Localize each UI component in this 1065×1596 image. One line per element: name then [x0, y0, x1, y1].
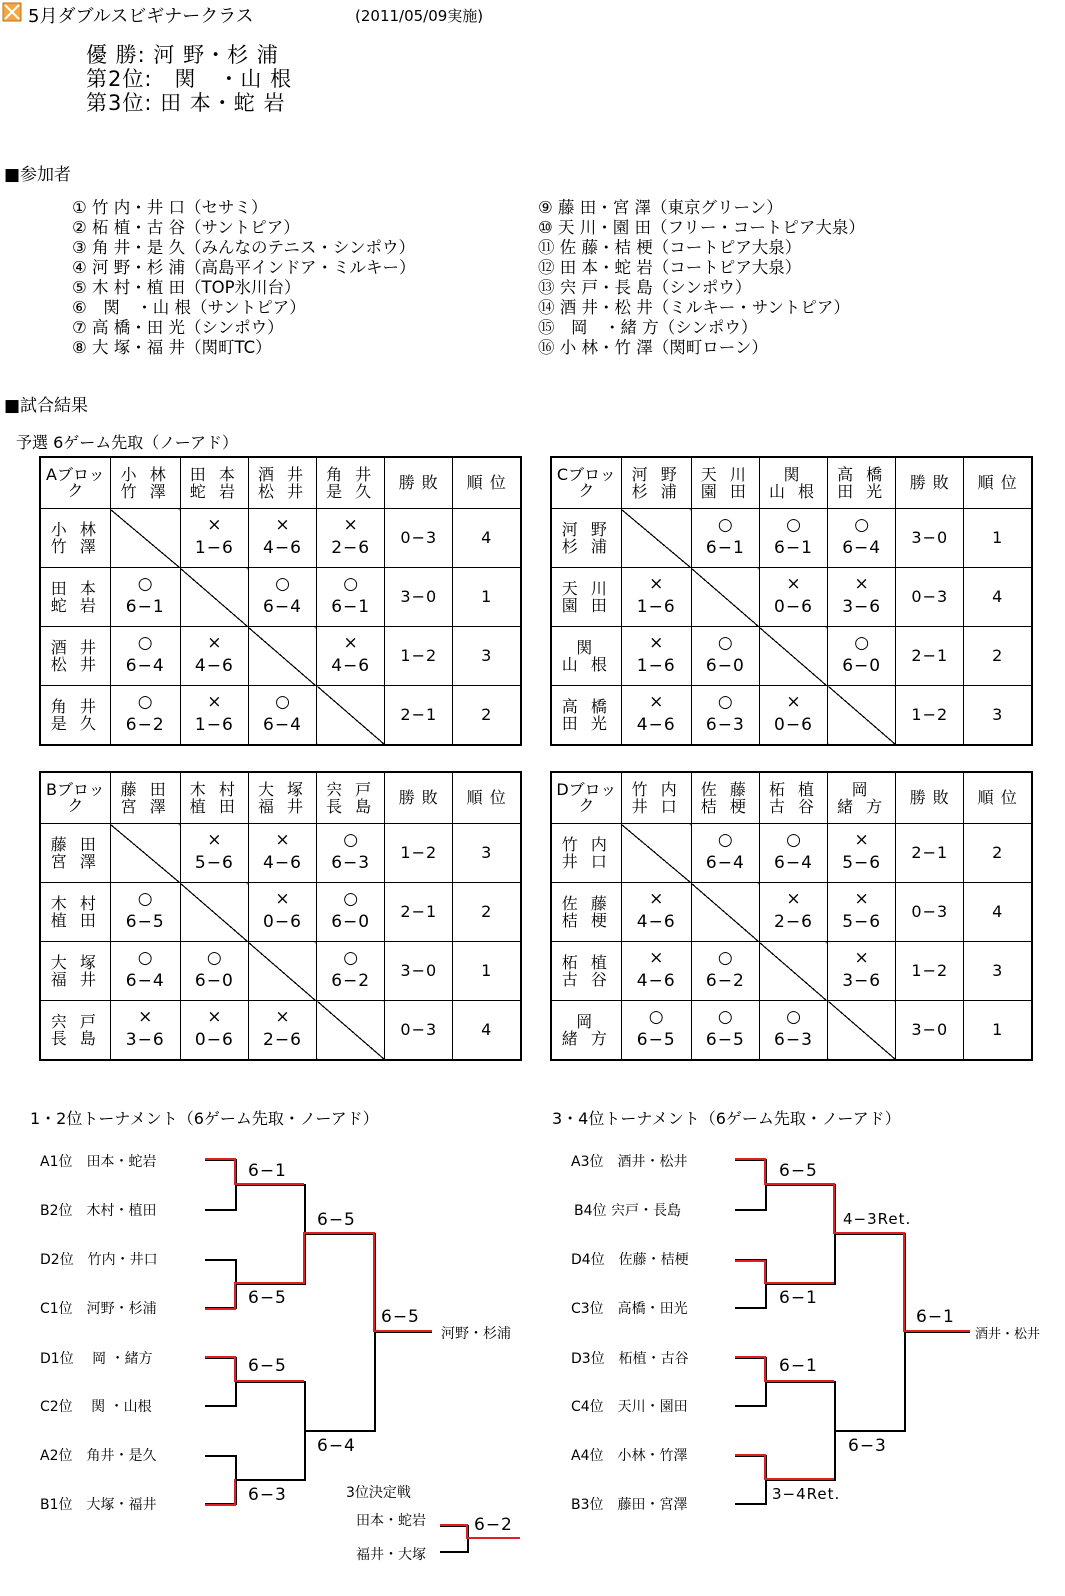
row-team: 角 井 是 久 [40, 686, 110, 746]
page-title: 5月ダブルスビギナークラス [28, 6, 254, 27]
t12-score: 6−5 [381, 1307, 420, 1327]
rank: 4 [453, 1001, 521, 1061]
match-result: ○ 6−2 [317, 942, 385, 1001]
row-team: 柘 植 古 谷 [551, 942, 621, 1001]
header-rank: 順 位 [964, 457, 1032, 509]
block-a-table [39, 456, 522, 746]
row-team: 藤 田 宮 澤 [40, 824, 110, 883]
t34-entry: A3位 酒井・松井 [571, 1154, 688, 1170]
row-team: 竹 内 井 口 [551, 824, 621, 883]
team-header: 天 川 園 田 [691, 457, 759, 509]
match-result: × 4−6 [621, 942, 691, 1001]
match-result: ○ 6−1 [691, 509, 759, 568]
match-result: ○ 6−1 [317, 568, 385, 627]
rank: 3 [453, 824, 521, 883]
participants-right: ⑨ 藤 田・宮 澤（東京グリーン） ⑩ 天 川・園 田（フリー・コートピア大泉） ⑪ 佐 藤・桔 梗（コートピア大泉） ⑫ 田 本・蛇 岩（コートピア大泉） ⑬ 宍 戸・長 島（シンポウ） ⑭ 酒 井・松 井（ミルキー・サントピア） ⑮ 岡 ・緒 方（シンポウ） ⑯ 小 林・竹 澤（関町ローン） [538, 198, 865, 357]
t12-score: 6−5 [248, 1288, 287, 1308]
match-result: × 4−6 [180, 627, 248, 686]
diagonal-cell [759, 942, 827, 1001]
t34-title: 3・4位トーナメント（6ゲーム先取・ノーアド） [552, 1109, 901, 1128]
win-loss: 2−1 [385, 686, 453, 746]
match-result: × 3−6 [828, 568, 896, 627]
row-team: 田 本 蛇 岩 [40, 568, 110, 627]
diagonal-cell [180, 568, 248, 627]
win-loss: 0−3 [385, 1001, 453, 1061]
third-place-title: 3位決定戦 [346, 1485, 411, 1501]
match-result: ○ 6−4 [110, 627, 180, 686]
match-result: ○ 6−4 [110, 942, 180, 1001]
table-row [551, 509, 1032, 568]
team-header: 木 村 植 田 [180, 772, 248, 824]
t12-entry: A2位 角井・是久 [40, 1448, 157, 1464]
diagonal-cell [110, 509, 180, 568]
diagonal-cell [621, 509, 691, 568]
participants-heading: ■参加者 [4, 165, 72, 185]
match-result: ○ 6−3 [759, 1001, 827, 1061]
winner-3: 第3位: 田 本・蛇 岩 [86, 91, 286, 115]
t34-score: 3−4Ret. [772, 1485, 841, 1503]
t12-entry: C1位 河野・杉浦 [40, 1301, 157, 1317]
win-loss: 0−3 [385, 509, 453, 568]
t12-entry: A1位 田本・蛇岩 [40, 1154, 157, 1170]
match-result: × 4−6 [317, 627, 385, 686]
t34-entry: D4位 佐藤・桔梗 [571, 1252, 689, 1268]
match-result: × 5−6 [828, 824, 896, 883]
match-result: ○ 6−4 [691, 824, 759, 883]
match-result: ○ 6−2 [110, 686, 180, 746]
t12-entry: B2位 木村・植田 [40, 1203, 157, 1219]
rank: 2 [453, 686, 521, 746]
winner-1: 優 勝: 河 野・杉 浦 [86, 43, 279, 67]
header-wl: 勝 敗 [896, 457, 964, 509]
block-name: Dブロック [551, 772, 621, 824]
win-loss: 2−1 [896, 627, 964, 686]
header-rank: 順 位 [964, 772, 1032, 824]
t34-winner: 酒井・松井 [975, 1327, 1041, 1342]
match-result: × 2−6 [248, 1001, 316, 1061]
win-loss: 1−2 [896, 686, 964, 746]
row-team: 小 林 竹 澤 [40, 509, 110, 568]
win-loss: 1−2 [385, 824, 453, 883]
t34-entry: B3位 藤田・宮澤 [571, 1497, 688, 1513]
rank: 1 [453, 942, 521, 1001]
team-header: 酒 井 松 井 [248, 457, 316, 509]
block-name: Aブロック [40, 457, 110, 509]
match-result: × 0−6 [180, 1001, 248, 1061]
match-result: × 0−6 [759, 568, 827, 627]
table-row [40, 509, 521, 568]
t12-entry: D1位 岡 ・緒方 [40, 1351, 153, 1367]
block-d-table [550, 771, 1033, 1061]
match-result: × 1−6 [621, 627, 691, 686]
match-result: ○ 6−0 [828, 627, 896, 686]
results-heading: ■試合結果 [4, 396, 89, 416]
row-team: 岡 緒 方 [551, 1001, 621, 1061]
diagonal-cell [317, 1001, 385, 1061]
team-header: 小 林 竹 澤 [110, 457, 180, 509]
match-result: ○ 6−3 [317, 824, 385, 883]
diagonal-cell [691, 568, 759, 627]
match-result: × 0−6 [248, 883, 316, 942]
diagonal-cell [180, 883, 248, 942]
diagonal-cell [828, 1001, 896, 1061]
t12-score: 6−5 [317, 1210, 356, 1230]
team-header: 角 井 是 久 [317, 457, 385, 509]
win-loss: 2−1 [896, 824, 964, 883]
table-row [40, 883, 521, 942]
match-result: × 4−6 [621, 883, 691, 942]
match-result: ○ 6−1 [110, 568, 180, 627]
t12-score: 6−3 [248, 1485, 287, 1505]
match-result: × 1−6 [180, 686, 248, 746]
diagonal-cell [621, 824, 691, 883]
block-name: Cブロック [551, 457, 621, 509]
participants-left: ① 竹 内・井 口（セサミ） ② 柘 植・古 谷（サントピア） ③ 角 井・是 久（みんなのテニス・シンポウ） ④ 河 野・杉 浦（高島平インドア・ミルキー） ⑤ 木 村・植 田（TOP氷川台） ⑥ 関 ・山 根（サントピア） ⑦ 高 橋・田 光（シンポウ） ⑧ 大 塚・福 井（関町TC） [72, 198, 416, 357]
header-rank: 順 位 [453, 457, 521, 509]
row-team: 河 野 杉 浦 [551, 509, 621, 568]
match-result: × 1−6 [621, 568, 691, 627]
t34-score: 6−1 [779, 1356, 818, 1376]
match-result: ○ 6−2 [691, 942, 759, 1001]
table-row [40, 942, 521, 1001]
win-loss: 2−1 [385, 883, 453, 942]
table-row [551, 942, 1032, 1001]
diagonal-cell [691, 883, 759, 942]
match-result: ○ 6−3 [691, 686, 759, 746]
block-name: Bブロック [40, 772, 110, 824]
match-result: ○ 6−1 [759, 509, 827, 568]
win-loss: 3−0 [896, 509, 964, 568]
header-wl: 勝 敗 [896, 772, 964, 824]
match-result: ○ 6−4 [828, 509, 896, 568]
rank: 4 [453, 509, 521, 568]
t34-score: 4−3Ret. [843, 1210, 912, 1228]
match-result: × 2−6 [317, 509, 385, 568]
rank: 3 [964, 686, 1032, 746]
win-loss: 0−3 [896, 883, 964, 942]
match-result: × 4−6 [248, 824, 316, 883]
diagonal-cell [248, 627, 316, 686]
third-entry: 福井・大塚 [356, 1547, 426, 1563]
row-team: 関 山 根 [551, 627, 621, 686]
diagonal-cell [317, 686, 385, 746]
match-result: × 1−6 [180, 509, 248, 568]
row-team: 大 塚 福 井 [40, 942, 110, 1001]
team-header: 宍 戸 長 島 [317, 772, 385, 824]
row-team: 高 橋 田 光 [551, 686, 621, 746]
diagonal-cell [759, 627, 827, 686]
table-row [551, 883, 1032, 942]
rank: 3 [964, 942, 1032, 1001]
header-wl: 勝 敗 [385, 772, 453, 824]
rank: 1 [453, 568, 521, 627]
t34-score: 6−1 [916, 1307, 955, 1327]
team-header: 岡 緒 方 [828, 772, 896, 824]
t34-entry: C3位 高橋・田光 [571, 1301, 688, 1317]
winner-2: 第2位: 関 ・山 根 [86, 67, 293, 91]
win-loss: 1−2 [896, 942, 964, 1001]
row-team: 酒 井 松 井 [40, 627, 110, 686]
header-wl: 勝 敗 [385, 457, 453, 509]
match-result: × 3−6 [828, 942, 896, 1001]
table-row [551, 1001, 1032, 1061]
match-result: ○ 6−0 [691, 627, 759, 686]
match-result: ○ 6−5 [621, 1001, 691, 1061]
diagonal-cell [828, 686, 896, 746]
diagonal-cell [110, 824, 180, 883]
rank: 2 [453, 883, 521, 942]
t12-entry: C2位 関 ・山根 [40, 1399, 152, 1415]
title-icon [2, 2, 22, 22]
third-score: 6−2 [474, 1515, 513, 1535]
t12-title: 1・2位トーナメント（6ゲーム先取・ノーアド） [30, 1109, 379, 1128]
team-header: 柘 植 古 谷 [759, 772, 827, 824]
win-loss: 3−0 [385, 568, 453, 627]
match-result: ○ 6−4 [248, 568, 316, 627]
table-row [551, 824, 1032, 883]
diagonal-cell [248, 942, 316, 1001]
t12-score: 6−1 [248, 1161, 287, 1181]
t12-entry: B1位 大塚・福井 [40, 1497, 157, 1513]
rank: 4 [964, 568, 1032, 627]
rank: 2 [964, 824, 1032, 883]
win-loss: 3−0 [896, 1001, 964, 1061]
team-header: 高 橋 田 光 [828, 457, 896, 509]
match-result: × 4−6 [621, 686, 691, 746]
t34-entry: D3位 柘植・古谷 [571, 1351, 689, 1367]
team-header: 藤 田 宮 澤 [110, 772, 180, 824]
event-date: (2011/05/09実施) [355, 7, 484, 25]
table-row [40, 568, 521, 627]
team-header: 関 山 根 [759, 457, 827, 509]
row-team: 佐 藤 桔 梗 [551, 883, 621, 942]
table-row [551, 568, 1032, 627]
rank: 3 [453, 627, 521, 686]
match-result: × 5−6 [180, 824, 248, 883]
match-result: × 2−6 [759, 883, 827, 942]
table-row [551, 686, 1032, 746]
match-result: × 4−6 [248, 509, 316, 568]
table-row [40, 627, 521, 686]
t34-entry: B4位 宍戸・長島 [574, 1203, 681, 1219]
rank: 1 [964, 1001, 1032, 1061]
rank: 4 [964, 883, 1032, 942]
table-row [551, 627, 1032, 686]
third-entry: 田本・蛇岩 [356, 1513, 426, 1529]
t34-score: 6−3 [848, 1436, 887, 1456]
match-result: ○ 6−4 [248, 686, 316, 746]
block-c-table [550, 456, 1033, 746]
match-result: × 3−6 [110, 1001, 180, 1061]
block-b-table [39, 771, 522, 1061]
match-result: ○ 6−4 [759, 824, 827, 883]
team-header: 大 塚 福 井 [248, 772, 316, 824]
rank: 1 [964, 509, 1032, 568]
match-result: × 0−6 [759, 686, 827, 746]
t34-entry: C4位 天川・園田 [571, 1399, 688, 1415]
header-rank: 順 位 [453, 772, 521, 824]
match-result: ○ 6−5 [110, 883, 180, 942]
match-result: × 5−6 [828, 883, 896, 942]
match-result: ○ 6−0 [317, 883, 385, 942]
row-team: 天 川 園 田 [551, 568, 621, 627]
row-team: 宍 戸 長 島 [40, 1001, 110, 1061]
match-result: ○ 6−5 [691, 1001, 759, 1061]
row-team: 木 村 植 田 [40, 883, 110, 942]
rank: 2 [964, 627, 1032, 686]
win-loss: 0−3 [896, 568, 964, 627]
team-header: 竹 内 井 口 [621, 772, 691, 824]
qualifier-heading: 予選 6ゲーム先取（ノーアド） [16, 433, 238, 452]
win-loss: 1−2 [385, 627, 453, 686]
t12-score: 6−4 [317, 1436, 356, 1456]
t34-score: 6−1 [779, 1288, 818, 1308]
t34-score: 6−5 [779, 1161, 818, 1181]
table-row [40, 1001, 521, 1061]
table-row [40, 686, 521, 746]
team-header: 田 本 蛇 岩 [180, 457, 248, 509]
team-header: 河 野 杉 浦 [621, 457, 691, 509]
match-result: ○ 6−0 [180, 942, 248, 1001]
t34-entry: A4位 小林・竹澤 [571, 1448, 688, 1464]
table-row [40, 824, 521, 883]
win-loss: 3−0 [385, 942, 453, 1001]
team-header: 佐 藤 桔 梗 [691, 772, 759, 824]
t12-entry: D2位 竹内・井口 [40, 1252, 158, 1268]
t12-score: 6−5 [248, 1356, 287, 1376]
t12-winner: 河野・杉浦 [441, 1326, 511, 1342]
